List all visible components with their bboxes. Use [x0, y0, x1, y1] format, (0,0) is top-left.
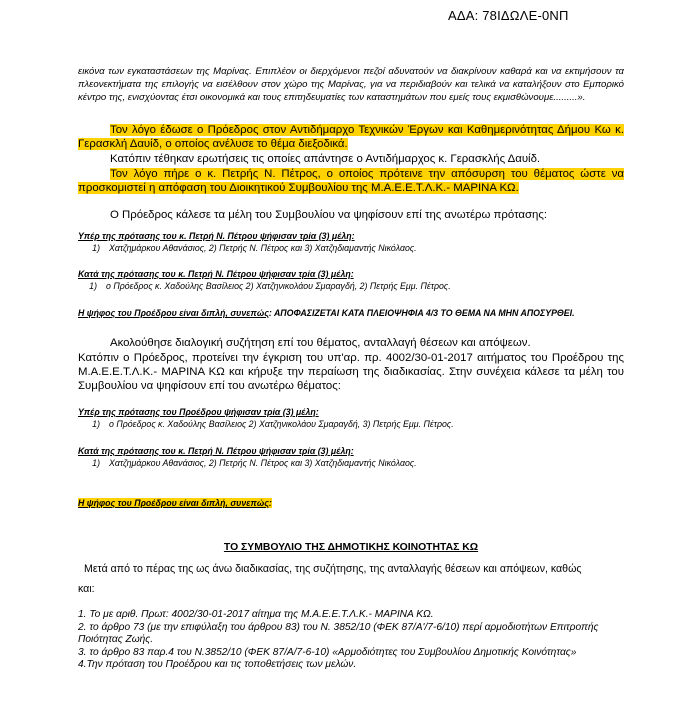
vote-1: [78, 230, 624, 254]
considerations-list: [78, 609, 624, 672]
vote-2: [78, 406, 624, 430]
paragraph-call-vote-1: Ο Πρόεδρος κάλεσε τα μέλη του Συμβουλίου να ψηφίσουν επί της ανωτέρω πρότασης:: [110, 209, 548, 221]
vote-1-result-label: Η ψήφος του Προέδρου είναι διπλή, συνεπώς: [78, 308, 269, 318]
vote-2-against-heading: Κατά της πρότασης του κ. Πετρή Ν. Πέτρου ψήφισαν τρία (3) μέλη:: [78, 446, 354, 456]
council-title: ΤΟ ΣΥΜΒΟΥΛΙΟ ΤΗΣ ΔΗΜΟΤΙΚΗΣ ΚΟΙΝΟΤΗΤΑΣ ΚΩ: [223, 542, 479, 553]
quote-paragraph: εικόνα των εγκαταστάσεων της Μαρίνας. Επιπλέον οι διερχόμενοι πεζοί αδυνατούν να διακρίνουν καθαρά και να εκτιμήσουν τα πλεονεκτήματα της επιλογής να εισέλθουν στον χώρο της Μαρίνας, για να περιδιαβούν και τελικά να καταλήξουν στο Εμπορικό κέντρο της, ενισχύοντας έτσι οικονομικά και τους επιτηδευματίες των καταστημάτων που εμείς τους εκμισθώνουμε.........».: [78, 66, 624, 104]
list-number: 1): [92, 458, 100, 468]
vote-1-for-list: [78, 242, 624, 254]
paragraph-withdraw: [78, 168, 624, 196]
vote-1-for-names: Χατζημάρκου Αθανάσιος, 2) Πετρής Ν. Πέτρος και 3) Χατζηδιαμαντής Νικόλαος.: [109, 243, 417, 253]
vote-2-for-list: [78, 418, 624, 430]
list-item: 3. το άρθρο 83 παρ.4 του Ν.3852/10 (ΦΕΚ 87/Α/7-6-10) «Αρμοδιότητες του Συμβουλίου Δημοτικής Κοινότητας»: [78, 646, 577, 658]
vote-2-result-text: :: [268, 498, 272, 508]
vote-1-against: [78, 268, 624, 292]
vote-2-result-label: Η ψήφος του Προέδρου είναι διπλή, συνεπώς: [78, 498, 269, 508]
council-intro-line-1: Μετά από το πέρας της ως άνω διαδικασίας, της συζήτησης, της ανταλλαγής θέσεων και απόψεων, καθώς: [84, 563, 582, 575]
list-number: 1): [89, 281, 97, 291]
list-item: 1. Το με αριθ. Πρωτ: 4002/30-01-2017 αίτημα της Μ.Α.Ε.Ε.Τ.Λ.Κ.- ΜΑΡΙΝΑ ΚΩ.: [78, 609, 434, 620]
council-intro-line-2: και:: [78, 582, 95, 595]
vote-1-result-text: : ΑΠΟΦΑΣΙΖΕΤΑΙ ΚΑΤΑ ΠΛΕΙΟΨΗΦΙΑ 4/3 ΤΟ ΘΕΜΑ ΝΑ ΜΗΝ ΑΠΟΣΥΡΘΕΙ.: [268, 308, 575, 318]
vote-2-for-names: ο Πρόεδρος κ. Χαδούλης Βασίλειος 2) Χατζηνικολάου Σμαραγδή, 3) Πετρής Εμμ. Πέτρος.: [109, 419, 454, 429]
list-item: 2. το άρθρο 73 (με την επιφύλαξη του άρθρου 83) του Ν. 3852/10 (ΦΕΚ 87/Α'/7-6/10) περί αρμοδιοτήτων Επιτροπής Ποιότητας Ζωής.: [78, 621, 599, 646]
vote-1-against-names: ο Πρόεδρος κ. Χαδούλης Βασίλειος 2) Χατζηνικολάου Σμαραγδή, 2) Πετρής Εμμ. Πέτρος.: [106, 281, 451, 291]
ada-code: ΑΔΑ: 78ΙΔΩΛΕ-0ΝΠ: [448, 8, 569, 23]
list-number: 1): [92, 419, 100, 429]
list-item: 4.Την πρόταση του Προέδρου και τις τοποθετήσεις των μελών.: [78, 659, 357, 671]
council-intro: [78, 563, 624, 597]
vote-2-against-names: Χατζημάρκου Αθανάσιος, 2) Πετρής Ν. Πέτρος και 3) Χατζηδιαμαντής Νικόλαος.: [109, 458, 417, 468]
list-number: 1): [92, 243, 100, 253]
vote-1-for-heading: Υπέρ της πρότασης του κ. Πετρή Ν. Πέτρου ψήφισαν τρία (3) μέλη:: [78, 231, 355, 241]
questions-text: Κατόπιν τέθηκαν ερωτήσεις τις οποίες απάντησε ο Αντιδήμαρχος κ. Γερασκλής Δαυίδ.: [110, 153, 541, 165]
paragraph-floor: [78, 124, 624, 152]
paragraph-discussion: [78, 337, 624, 351]
vote-2-against-list: [78, 457, 624, 469]
paragraph-approval: Κατόπιν ο Πρόεδρος, προτείνει την έγκριση του υπ'αρ. πρ. 4002/30-01-2017 αιτήματος του Προέδρου της Μ.Α.Ε.Ε.Τ.Λ.Κ.- ΜΑΡΙΝΑ ΚΩ και κήρυξε την περαίωση της διαδικασίας. Στην συνέχεια κάλεσε τα μέλη του Συμβουλίου να ψηφίσουν επί του ανωτέρω θέματος:: [78, 352, 624, 392]
vote-1-result: [78, 307, 624, 319]
highlight-withdraw: Τον λόγο πήρε ο κ. Πετρής Ν. Πέτρος, ο οποίος πρότεινε την απόσυρση του θέματος ώστε να προσκομιστεί η απόφαση του Διοικητικού Συμβουλίου της Μ.Α.Ε.Ε.Τ.Λ.Κ.- ΜΑΡΙΝΑ ΚΩ.: [78, 168, 624, 194]
paragraph-questions: [78, 153, 624, 167]
vote-1-against-list: [78, 280, 624, 292]
discussion-text: Ακολούθησε διαλογική συζήτηση επί του θέματος, ανταλλαγή θέσεων και απόψεων.: [110, 337, 531, 349]
vote-2-for-heading: Υπέρ της πρότασης του Προέδρου ψήφισαν τρία (3) μέλη:: [78, 407, 319, 417]
highlight-floor: Τον λόγο έδωσε ο Πρόεδρος στον Αντιδήμαρχο Τεχνικών Έργων και Καθημερινότητας Δήμου Κω κ. Γερασκλή Δαυίδ, ο οποίος ανέλυσε το θέμα διεξοδικά.: [78, 124, 624, 150]
vote-2-against: [78, 445, 624, 469]
vote-2-result: [78, 497, 624, 509]
vote-1-against-heading: Κατά της πρότασης του κ. Πετρή Ν. Πέτρου ψήφισαν τρία (3) μέλη:: [78, 269, 354, 279]
